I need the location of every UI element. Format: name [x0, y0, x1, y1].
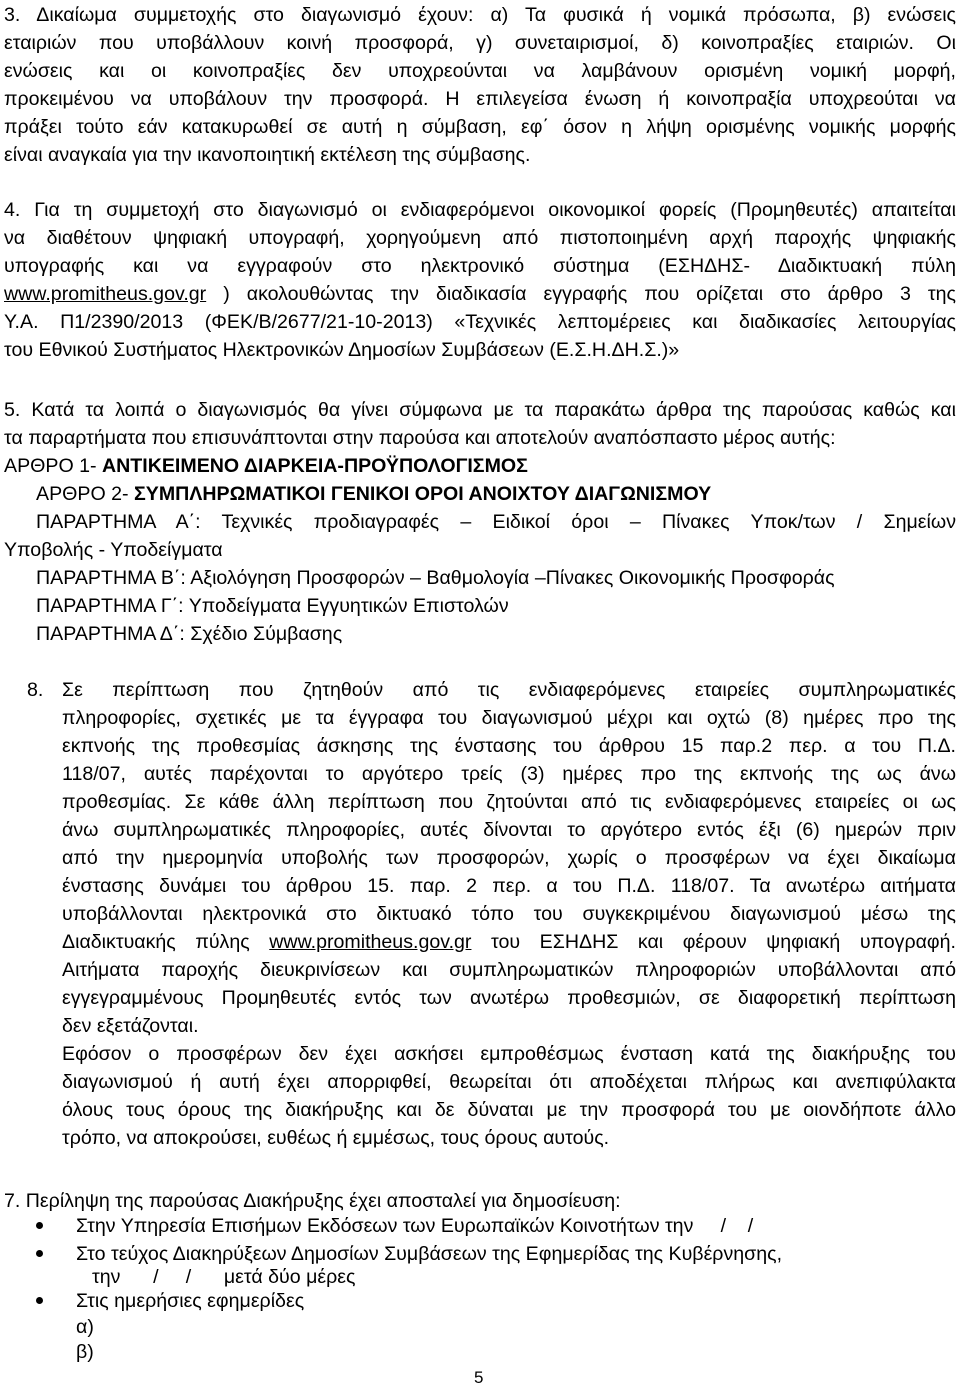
item-8-line-1: Σε περίπτωση που ζητηθούν από τις ενδιαφερόμενες εταιρείες συμπληρωματικές: [62, 679, 956, 701]
bullet-2-line-2: την / / μετά δύο μέρες: [92, 1266, 356, 1288]
annex-b: ΠΑΡΑΡΤΗΜΑ Β΄: Αξιολόγηση Προσφορών – Βαθμολογία –Πίνακες Οικονομικής Προσφοράς: [36, 567, 835, 589]
item-8-line-6: άνω συμπληρωματικές πληροφορίες, αυτές δίνονται το αργότερο εντός έξι (6) ημερών πριν: [62, 819, 956, 841]
bullet-1-dot: [36, 1222, 43, 1229]
item-4-line-1: 4. Για τη συμμετοχή στο διαγωνισμό οι ενδιαφερόμενοι οικονομικοί φορείς (Προμηθευτές) απαιτείται: [4, 199, 956, 221]
item-8-line-12: εγγεγραμμένους Προμηθευτές εντός των ανωτέρω προθεσμιών, σε διαφορετική περίπτωση: [62, 987, 956, 1009]
item-8-line-13: δεν εξετάζονται.: [62, 1015, 199, 1037]
bullet-2-dot: [36, 1250, 43, 1257]
item-3-line-3: ενώσεις και οι κοινοπραξίες δεν υποχρεούνται να λαμβάνουν ορισμένη νομική μορφή,: [4, 60, 956, 82]
item-5-paragraph: [4, 396, 956, 452]
annex-d: ΠΑΡΑΡΤΗΜΑ Δ΄: Σχέδιο Σύμβασης: [36, 623, 343, 645]
item-8-number: 8.: [27, 679, 44, 701]
item-8-line-14: Εφόσον ο προσφέρων δεν έχει ασκήσει εμπροθέσμως ένσταση κατά της διακήρυξης του: [62, 1043, 956, 1065]
item-4-line-3: υπογραφής και να εγγραφούν στο ηλεκτρονικό σύστημα (ΕΣΗΔΗΣ- Διαδικτυακή πύλη: [4, 255, 956, 277]
item-4-paragraph: [4, 196, 956, 364]
bullet-2-line-1: Στο τεύχος Διακηρύξεων Δημοσίων Συμβάσεων της Εφημερίδας της Κυβέρνησης,: [76, 1243, 783, 1265]
item-3-line-1: 3. Δικαίωμα συμμετοχής στο διαγωνισμό έχουν: α) Τα φυσικά ή νομικά πρόσωπα, β) ενώσεις: [4, 4, 956, 26]
item-8-line-11: Αιτήματα παροχής διευκρινίσεων και συμπληρωματικών πληροφοριών υποβάλλονται από: [62, 959, 956, 981]
item-8-line-3: εκπνοής της προθεσμίας άσκησης της ένστασης του άρθρου 15 παρ.2 περ. α του Π.Δ.: [62, 735, 956, 757]
item-4-line-2: να διαθέτουν ψηφιακή υπογραφή, χορηγούμενη από πιστοποιημένη αρχή παροχής ψηφιακής: [4, 227, 956, 249]
promitheus-link-2[interactable]: www.promitheus.gov.gr: [269, 931, 472, 953]
item-3-line-4: προκειμένου να υποβάλουν την προσφορά. Η επιλεγείσα ένωση ή κοινοπραξία υποχρεούται να: [4, 88, 956, 110]
item-8-line-9: υποβάλλονται ηλεκτρονικά στο δικτυακό τόπο του συγκεκριμένου διαγωνισμού μέσω της: [62, 903, 956, 925]
article-2: [36, 480, 711, 508]
item-3-line-6: είναι αναγκαία για την ικανοποιητική εκτέλεση της σύμβασης.: [4, 144, 531, 166]
item-8-line-15: διαγωνισμού ή αυτή έχει απορριφθεί, θεωρείται ότι αποδέχεται πλήρως και ανεπιφύλακτα: [62, 1071, 956, 1093]
item-5-line-2: τα παραρτήματα που επισυνάπτονται στην παρούσα και αποτελούν αναπόσπαστο μέρος αυτής:: [4, 427, 836, 449]
item-3-paragraph: [4, 1, 956, 169]
item-4-line-6: του Εθνικού Συστήματος Ηλεκτρονικών Δημοσίων Συμβάσεων (Ε.Σ.Η.ΔΗ.Σ.)»: [4, 339, 680, 361]
annex-a-line-1: ΠΑΡΑΡΤΗΜΑ Α΄: Τεχνικές προδιαγραφές – Ειδικοί όροι – Πίνακες Υποκ/των / Σημείων: [36, 511, 956, 533]
annex-c: ΠΑΡΑΡΤΗΜΑ Γ΄: Υποδείγματα Εγγυητικών Επιστολών: [36, 595, 509, 617]
annex-a: [4, 508, 956, 564]
item-3-line-2: εταιριών που υποβάλλουν κοινή προσφορά, γ) συνεταιρισμοί, δ) κοινοπραξίες εταιριών. Οι: [4, 32, 956, 54]
item-8-line-10: [62, 928, 956, 956]
article-2-title: ΣΥΜΠΛΗΡΩΜΑΤΙΚΟΙ ΓΕΝΙΚΟΙ ΟΡΟΙ ΑΝΟΙΧΤΟΥ ΔΙΑΓΩΝΙΣΜΟΥ: [134, 483, 712, 505]
portal-suffix: του ΕΣΗΔΗΣ και φέρουν ψηφιακή υπογραφή.: [471, 931, 956, 953]
portal-prefix: Διαδικτυακής πύλης: [62, 931, 270, 953]
bullet-3-text: Στις ημερήσιες εφημερίδες: [76, 1290, 305, 1312]
item-7-heading: 7. Περίληψη της παρούσας Διακήρυξης έχει αποσταλεί για δημοσίευση:: [4, 1190, 621, 1212]
item-8-line-8: ένστασης δυνάμει του άρθρου 15. παρ. 2 περ. α του Π.Δ. 118/07. Τα ανωτέρω αιτήματα: [62, 875, 956, 897]
bullet-1-text: Στην Υπηρεσία Επισήμων Εκδόσεων των Ευρωπαϊκών Κοινοτήτων την / /: [76, 1215, 754, 1237]
item-8-line-5: προθεσμίας. Σε κάθε άλλη περίπτωση που ζητούνται από τις ενδιαφερόμενες εταιρείες οι ως: [62, 791, 956, 813]
item-5-line-1: 5. Κατά τα λοιπά ο διαγωνισμός θα γίνει σύμφωνα με τα παρακάτω άρθρα της παρούσας καθώς και: [4, 399, 956, 421]
sub-item-b: β): [76, 1341, 94, 1363]
item-8-line-16: όλους τους όρους της διακήρυξης και δε δύναται με την προσφορά του με οιονδήποτε άλλο: [62, 1099, 956, 1121]
item-8-paragraph: [62, 676, 956, 1152]
item-8-line-7: από την ημερομηνία υποβολής των προσφορών, χωρίς ο προσφέρων να έχει δικαίωμα: [62, 847, 956, 869]
article-1-title: ΑΝΤΙΚΕΙΜΕΝΟ ΔΙΑΡΚΕΙΑ-ΠΡΟΫΠΟΛΟΓΙΣΜΟΣ: [102, 455, 528, 477]
page-number: 5: [474, 1368, 484, 1387]
item-4-line-5: Υ.Α. Π1/2390/2013 (ΦΕΚ/Β/2677/21-10-2013) «Τεχνικές λεπτομέρειες και διαδικασίες λειτουργίας: [4, 311, 956, 333]
article-1: [4, 452, 528, 480]
bullet-3-dot: [36, 1297, 43, 1304]
item-8-line-4: 118/07, αυτές παρέχονται το αργότερο τρείς (3) ημέρες προ της εκπνοής της ως άνω: [62, 763, 956, 785]
annex-a-line-2: Υποβολής - Υποδείγματα: [4, 539, 223, 561]
article-2-prefix: ΑΡΘΡΟ 2-: [36, 483, 134, 505]
promitheus-link[interactable]: www.promitheus.gov.gr: [4, 283, 207, 305]
item-8-line-17: τρόπο, να αποκρούσει, ευθέως ή εμμέσως, τους όρους αυτούς.: [62, 1127, 610, 1149]
item-4-line-4: [4, 280, 956, 308]
item-3-line-5: πράξει τούτο εάν κατακυρωθεί σε αυτή η σύμβαση, εφ΄ όσον η λήψη ορισμένης νομικής μορφής: [4, 116, 956, 138]
item-4-line-4-rest: ) ακολουθώντας την διαδικασία εγγραφής που ορίζεται στο άρθρο 3 της: [206, 283, 956, 305]
item-8-line-2: πληροφορίες, σχετικές με τα έγγραφα του διαγωνισμού μέχρι και οχτώ (8) ημέρες προ της: [62, 707, 956, 729]
article-1-prefix: ΑΡΘΡΟ 1-: [4, 455, 102, 477]
sub-item-a: α): [76, 1316, 94, 1338]
